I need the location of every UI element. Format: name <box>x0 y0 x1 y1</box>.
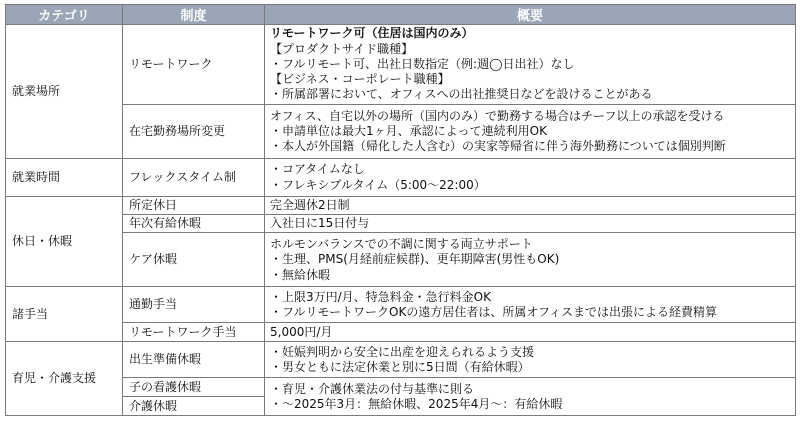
summary-line: オフィス、自宅以外の場所（国内のみ）で勤務する場合はチーフ以上の承認を受ける <box>270 108 725 123</box>
summary-line: ・無給休暇 <box>270 267 331 282</box>
summary-line: ・妊娠判明から安全に出産を迎えられるよう支援 <box>270 344 535 359</box>
system-cell-scheduled-holidays: 所定休日 <box>123 197 265 215</box>
benefits-table <box>5 4 796 416</box>
system-cell-care-leave: ケア休暇 <box>123 233 265 287</box>
summary-line: リモートワーク可（住居は国内のみ） <box>270 26 474 41</box>
summary-line: 入社日に15日付与 <box>270 216 370 231</box>
summary-cell-annual-paid-leave <box>265 215 796 233</box>
summary-cell-home-location-change <box>265 105 796 159</box>
header-system: 制度 <box>123 5 265 25</box>
header-summary: 概要 <box>265 5 796 25</box>
summary-line: 【プロダクトサイド職種】 <box>270 41 414 56</box>
summary-line: 5,000円/月 <box>270 324 333 339</box>
summary-line: ・生理、PMS(月経前症候群)、更年期障害(男性もOK) <box>270 252 560 267</box>
summary-cell-childcare-nursing <box>265 378 796 416</box>
system-cell-flextime: フレックスタイム制 <box>123 159 265 197</box>
summary-line: ホルモンバランスでの不調に関する両立サポート <box>270 237 533 252</box>
summary-cell-commute-allowance <box>265 287 796 323</box>
summary-line: 【ビジネス・コーポレート職種】 <box>270 72 450 87</box>
table-row <box>6 342 796 378</box>
header-category: カテゴリ <box>6 5 123 25</box>
table-row <box>6 197 796 215</box>
table-row <box>6 25 796 105</box>
table-row <box>6 233 796 287</box>
category-cell-allowances: 諸手当 <box>6 287 123 342</box>
summary-cell-care-leave <box>265 233 796 287</box>
table-row <box>6 105 796 159</box>
category-cell-workplace: 就業場所 <box>6 25 123 159</box>
summary-line: ・本人が外国籍（帰化した人含む）の実家等帰省に伴う海外勤務については個別判断 <box>270 139 726 154</box>
summary-line: ・フルリモートワークOKの遠方居住者は、所属オフィスまでは出張による経費精算 <box>270 304 718 319</box>
summary-line: ・申請単位は最大1ヶ月、承認によって連続利用OK <box>270 123 547 138</box>
system-cell-child-nursing-leave: 子の看護休暇 <box>123 378 265 397</box>
system-cell-remote-work: リモートワーク <box>123 25 265 105</box>
system-cell-remote-allowance: リモートワーク手当 <box>123 323 265 342</box>
summary-cell-remote-work <box>265 25 796 105</box>
system-cell-birth-prep-leave: 出生準備休暇 <box>123 342 265 378</box>
table-header-row <box>6 5 796 25</box>
summary-line: ・フルリモート可、出社日数指定（例:週◯日出社）なし <box>270 56 575 71</box>
table-row <box>6 159 796 197</box>
summary-line: ・〜2025年3月：無給休暇、2025年4月〜：有給休暇 <box>270 396 563 411</box>
table-row <box>6 323 796 342</box>
summary-line: ・上限3万円/月、特急料金・急行料金OK <box>270 289 491 304</box>
summary-cell-flextime <box>265 159 796 197</box>
summary-cell-scheduled-holidays <box>265 197 796 215</box>
summary-line: ・フレキシブルタイム（5:00〜22:00） <box>270 177 486 192</box>
system-cell-annual-paid-leave: 年次有給休暇 <box>123 215 265 233</box>
summary-line: 完全週休2日制 <box>270 198 350 212</box>
system-cell-family-care-leave: 介護休暇 <box>123 397 265 416</box>
system-cell-commute-allowance: 通勤手当 <box>123 287 265 323</box>
summary-cell-remote-allowance <box>265 323 796 342</box>
summary-line: ・所属部署において、オフィスへの出社推奨日などを設けることがある <box>270 87 653 102</box>
summary-line: ・男女ともに法定休業と別に5日間（有給休暇） <box>270 359 530 374</box>
table-row <box>6 287 796 323</box>
system-cell-home-location-change: 在宅勤務場所変更 <box>123 105 265 159</box>
summary-cell-birth-prep-leave <box>265 342 796 378</box>
table-row <box>6 378 796 397</box>
category-cell-childcare-nursing: 育児・介護支援 <box>6 342 123 416</box>
benefits-table-container <box>5 4 795 426</box>
category-cell-holidays: 休日・休暇 <box>6 197 123 287</box>
table-row <box>6 215 796 233</box>
category-cell-working-hours: 就業時間 <box>6 159 123 197</box>
summary-line: ・育児・介護休業法の付与基準に則る <box>270 381 475 396</box>
summary-line: ・コアタイムなし <box>270 162 365 177</box>
